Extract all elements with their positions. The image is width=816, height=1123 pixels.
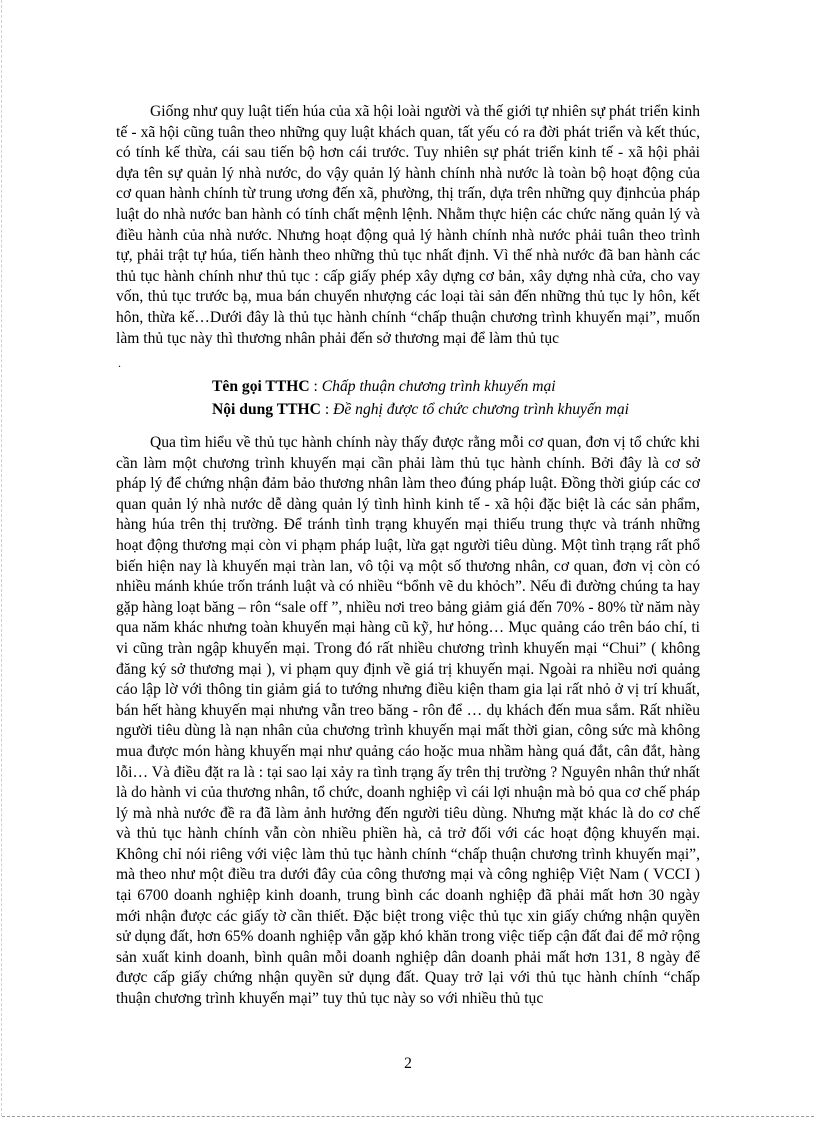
page-number: 2 <box>404 1055 412 1072</box>
procedure-content-label: Nội dung TTHC <box>212 401 321 418</box>
procedure-headings <box>212 375 712 421</box>
procedure-content-line <box>212 398 712 421</box>
left-page-border <box>1 0 2 1116</box>
procedure-content-separator: : <box>320 401 334 418</box>
intro-paragraph-text: Giống như quy luật tiến húa của xã hội loài người và thế giới tự nhiên sự phát triển kinh tế - xã hội cũng tuân theo những quy luật khách quan, tất yếu có ra đời phát triển và kết thúc, có tính kế thừa, cái sau tiến bộ hơn cái trước. Tuy nhiên sự phát triển kinh tế - xã hội phải dựa tên sự quản lý nhà nước, do vậy quản lý hành chính nhà nước là toàn bộ hoạt động của cơ quan hành chính từ trung ương đến xã, phường, thị trấn, dựa trên những quy địnhcủa pháp luật do nhà nước ban hành có tính chất mệnh lệnh. Nhằm thực hiện các chức năng quản lý và điều hành của nhà nước. Nhưng hoạt động quả lý hành chính nhà nước phải tuân theo trình tự, phải trật tự húa, tiến hành theo những thủ tục nhất định. Vì thế nhà nước đã ban hành các thủ tục hành chính như thủ tục : cấp giấy phép xây dựng cơ bản, xây dựng nhà cửa, cho vay vốn, thủ tục trước bạ, mua bán chuyển nhượng các loại tài sản đến những thủ tục ly hôn, kết hôn, thừa kế…Dưới đây là thủ tục hành chính “chấp thuận chương trình khuyến mại”, muốn làm thủ tục này thì thương nhân phải đến sở thương mại để làm thủ tục <box>116 103 700 347</box>
procedure-content-value: Đề nghị được tổ chức chương trình khuyến mại <box>333 401 629 418</box>
page-bottom-border <box>2 1116 814 1117</box>
procedure-name-line <box>212 375 712 398</box>
intro-paragraph <box>116 102 700 349</box>
procedure-name-label: Tên gọi TTHC <box>212 378 310 395</box>
analysis-paragraph <box>116 433 700 1010</box>
analysis-paragraph-text: Qua tìm hiểu về thủ tục hành chính này thấy được rằng mỗi cơ quan, đơn vị tổ chức khi cần làm một chương trình khuyến mại cần phải làm thủ tục hành chính. Bởi đây là cơ sở pháp lý để chứng nhận đảm bảo thương nhân làm theo đúng pháp luật. Đồng thời giúp các cơ quan quản lý nhà nước dễ dàng quản lý tình hình kinh tế - xã hội đặc biệt là các sản phẩm, hàng húa trên thị trường. Để tránh tình trạng khuyến mại thiếu trung thực và tránh những hoạt động thương mại còn vi phạm pháp luật, lừa gạt người tiêu dùng. Một tình trạng rất phổ biến hiện nay là khuyến mại tràn lan, vô tội vạ một số thương nhân, cơ quan, đơn vị còn có nhiều mánh khúe trốn tránh luật và có nhiều “bổnh vẽ du khỏch”. Nếu đi đường chúng ta hay gặp hàng loạt băng – rôn “sale off ”, nhiều nơi treo bảng giảm giá đến 70% - 80% từ năm này qua năm khác nhưng toàn khuyến mại hàng cũ kỹ, hư hỏng… Mục quảng cáo trên báo chí, ti vi cũng tràn ngập khuyến mại. Trong đó rất nhiều chương trình khuyến mại “Chui” ( không đăng ký sở thương mại ), vi phạm quy định về giá trị khuyến mại. Ngoài ra nhiều nơi quảng cáo lập lờ với thông tin giảm giá to tướng nhưng điều kiện tham gia lại rất nhỏ ở vị trí khuất, bán hết hàng khuyến mại nhưng vẫn treo băng - rôn để … dụ khách đến mua sắm. Rất nhiều người tiêu dùng là nạn nhân của chương trình khuyến mại mất thời gian, công sức mà không mua được món hàng khuyến mại như quảng cáo hoặc mua nhầm hàng quá đắt, cân đắt, hàng lỗi… Và điều đặt ra là : tại sao lại xảy ra tình trạng ấy trên thị trường ? Nguyên nhân thứ nhất là do hành vi của thương nhân, tổ chức, doanh nghiệp vì cái lợi nhuận mà bỏ qua cơ chế pháp lý mà nhà nước đề ra đã làm ảnh hưởng đến người tiêu dùng. Nhưng mặt khác là do cơ chế và thủ tục hành chính vẫn còn nhiều phiền hà, cả trở đối với các hoạt động khuyến mại. Không chỉ nói riêng với việc làm thủ tục hành chính “chấp thuận chương trình khuyến mại”, mà theo như một điều tra dưới đây của công thương mại và công nghiệp Việt Nam ( VCCI ) tại 6700 doanh nghiệp kinh doanh, trung bình các doanh nghiệp đã phải mất hơn 30 ngày mới nhận được các giấy tờ cần thiết. Đặc biệt trong việc thủ tục xin giấy chứng nhận quyền sử dụng đất, hơn 65% doanh nghiệp vẫn gặp khó khăn trong việc tiếp cận đất đai để mở rộng sản xuất kinh doanh, bình quân mỗi doanh nghiệp dân doanh phải mất hơn 131, 8 ngày để được cấp giấy chứng nhận quyền sử dụng đất. Quay trở lại với thủ tục hành chính “chấp thuận chương trình khuyến mại” tuy thủ tục này so với nhiều thủ tục <box>116 434 700 1008</box>
procedure-name-value: Chấp thuận chương trình khuyến mại <box>321 378 556 395</box>
separator-dot: . <box>118 356 121 370</box>
procedure-name-separator: : <box>309 378 322 395</box>
